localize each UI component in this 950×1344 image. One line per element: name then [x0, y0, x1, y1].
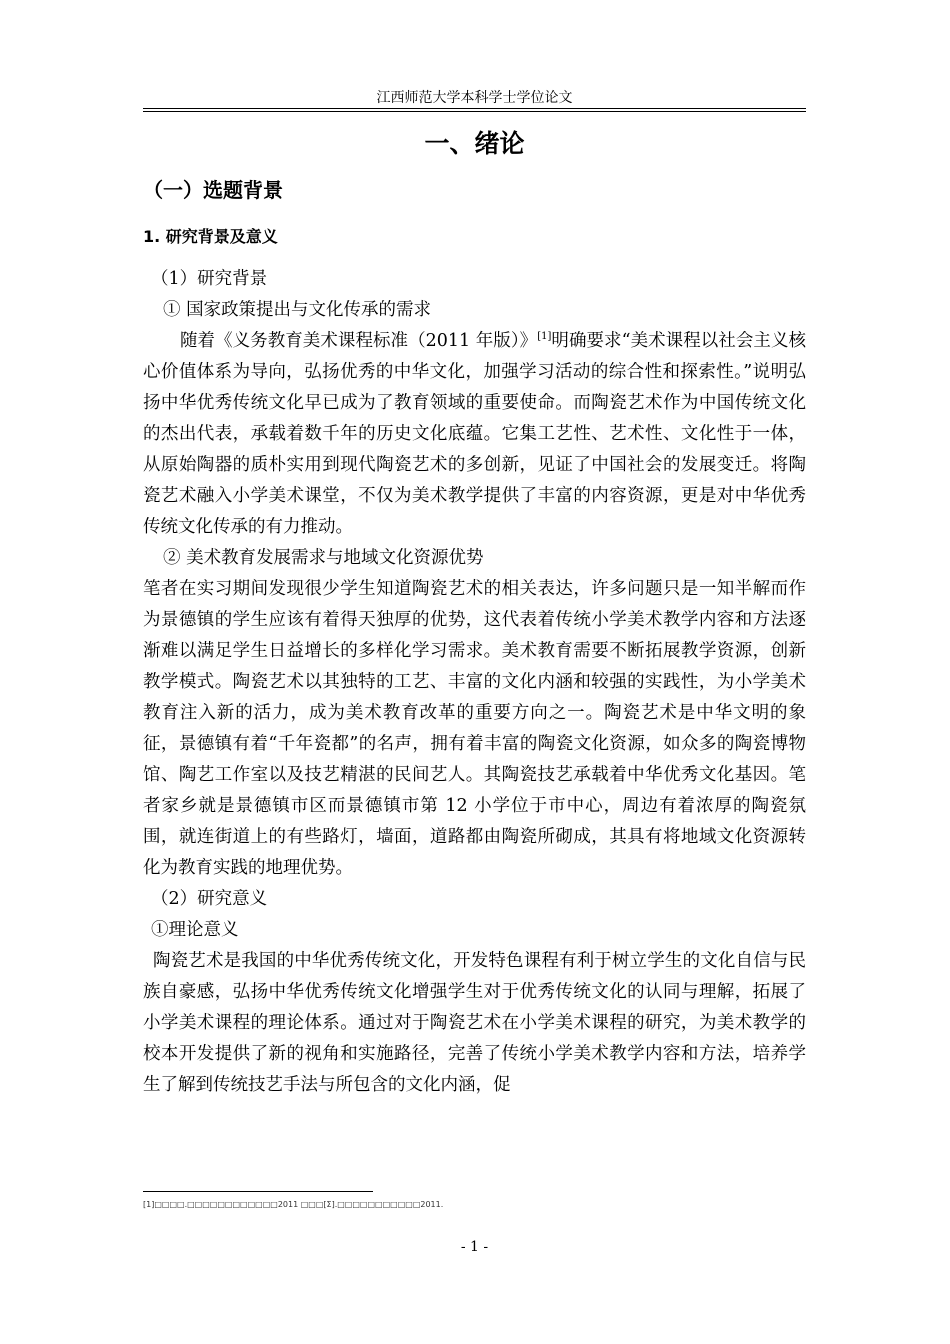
subsection-title: 1. 研究背景及意义	[143, 227, 278, 246]
paragraph-policy	[143, 326, 806, 543]
heading-significance: （2）研究意义	[151, 889, 268, 909]
paragraph-theory: 陶瓷艺术是我国的中华优秀传统文化，开发特色课程有利于树立学生的文化自信与民族自豪感，弘扬中华优秀传统文化增强学生对于优秀传统文化的认同与理解，拓展了小学美术课程的理论体系。通过对于陶瓷艺术在小学美术课程的研究，为美术教学的校本开发提供了新的视角和实施路径，完善了传统小学美术教学内容和方法，培养学生了解到传统技艺手法与所包含的文化内涵，促	[143, 951, 806, 1095]
body-text	[143, 264, 806, 1101]
paragraph-policy-rest: 明确要求“美术课程以社会主义核心价值体系为导向，弘扬优秀的中华文化，加强学习活动的综合性和探索性。”说明弘扬中华优秀传统文化早已成为了教育领域的重要使命。而陶瓷艺术作为中国传统文化的杰出代表，承载着数千年的历史文化底蕴。它集工艺性、艺术性、文化性于一体，从原始陶器的质朴实用到现代陶瓷艺术的多创新，见证了中国社会的发展变迁。将陶瓷艺术融入小学美术课堂，不仅为美术教学提供了丰富的内容资源，更是对中华优秀传统文化传承的有力推动。	[143, 331, 806, 537]
section-title: （一）选题背景	[143, 178, 283, 202]
heading-theory: ①理论意义	[151, 920, 239, 940]
heading-demand: ② 美术教育发展需求与地域文化资源优势	[163, 548, 484, 568]
page-number: - 1 -	[460, 1239, 489, 1255]
header-double-rule	[143, 111, 806, 112]
footnote-separator	[143, 1191, 373, 1192]
heading-research-background: （1）研究背景	[151, 269, 268, 289]
paragraph-demand: 笔者在实习期间发现很少学生知道陶瓷艺术的相关表达，许多问题只是一知半解而作为景德镇的学生应该有着得天独厚的优势，这代表着传统小学美术教学内容和方法逐渐难以满足学生日益增长的多样化学习需求。美术教育需要不断拓展教学资源，创新教学模式。陶瓷艺术以其独特的工艺、丰富的文化内涵和较强的实践性，为小学美术教育注入新的活力，成为美术教育改革的重要方向之一。陶瓷艺术是中华文明的象征，景德镇有着“千年瓷都”的名声，拥有着丰富的陶瓷文化资源，如众多的陶瓷博物馆、陶艺工作室以及技艺精湛的民间艺人。其陶瓷技艺承载着中华优秀文化基因。笔者家乡就是景德镇市区而景德镇市第 12 小学位于市中心，周边有着浓厚的陶瓷氛围，就连街道上的有些路灯，墙面，道路都由陶瓷所砌成，其具有将地域文化资源转化为教育实践的地理优势。	[143, 579, 806, 878]
chapter-title: 一、绪论	[424, 129, 525, 158]
heading-policy: ① 国家政策提出与文化传承的需求	[163, 300, 432, 320]
footnote: [1]□□□□.□□□□□□□□□□□□2011 □□□[Σ].□□□□□□□□□□□2011.	[143, 1200, 444, 1209]
page-header: 江西师范大学本科学士学位论文	[143, 88, 806, 109]
citation-ref[interactable]: [1]	[537, 331, 552, 343]
paragraph-policy-start: 随着《义务教育美术课程标准（2011 年版）》	[180, 331, 538, 351]
